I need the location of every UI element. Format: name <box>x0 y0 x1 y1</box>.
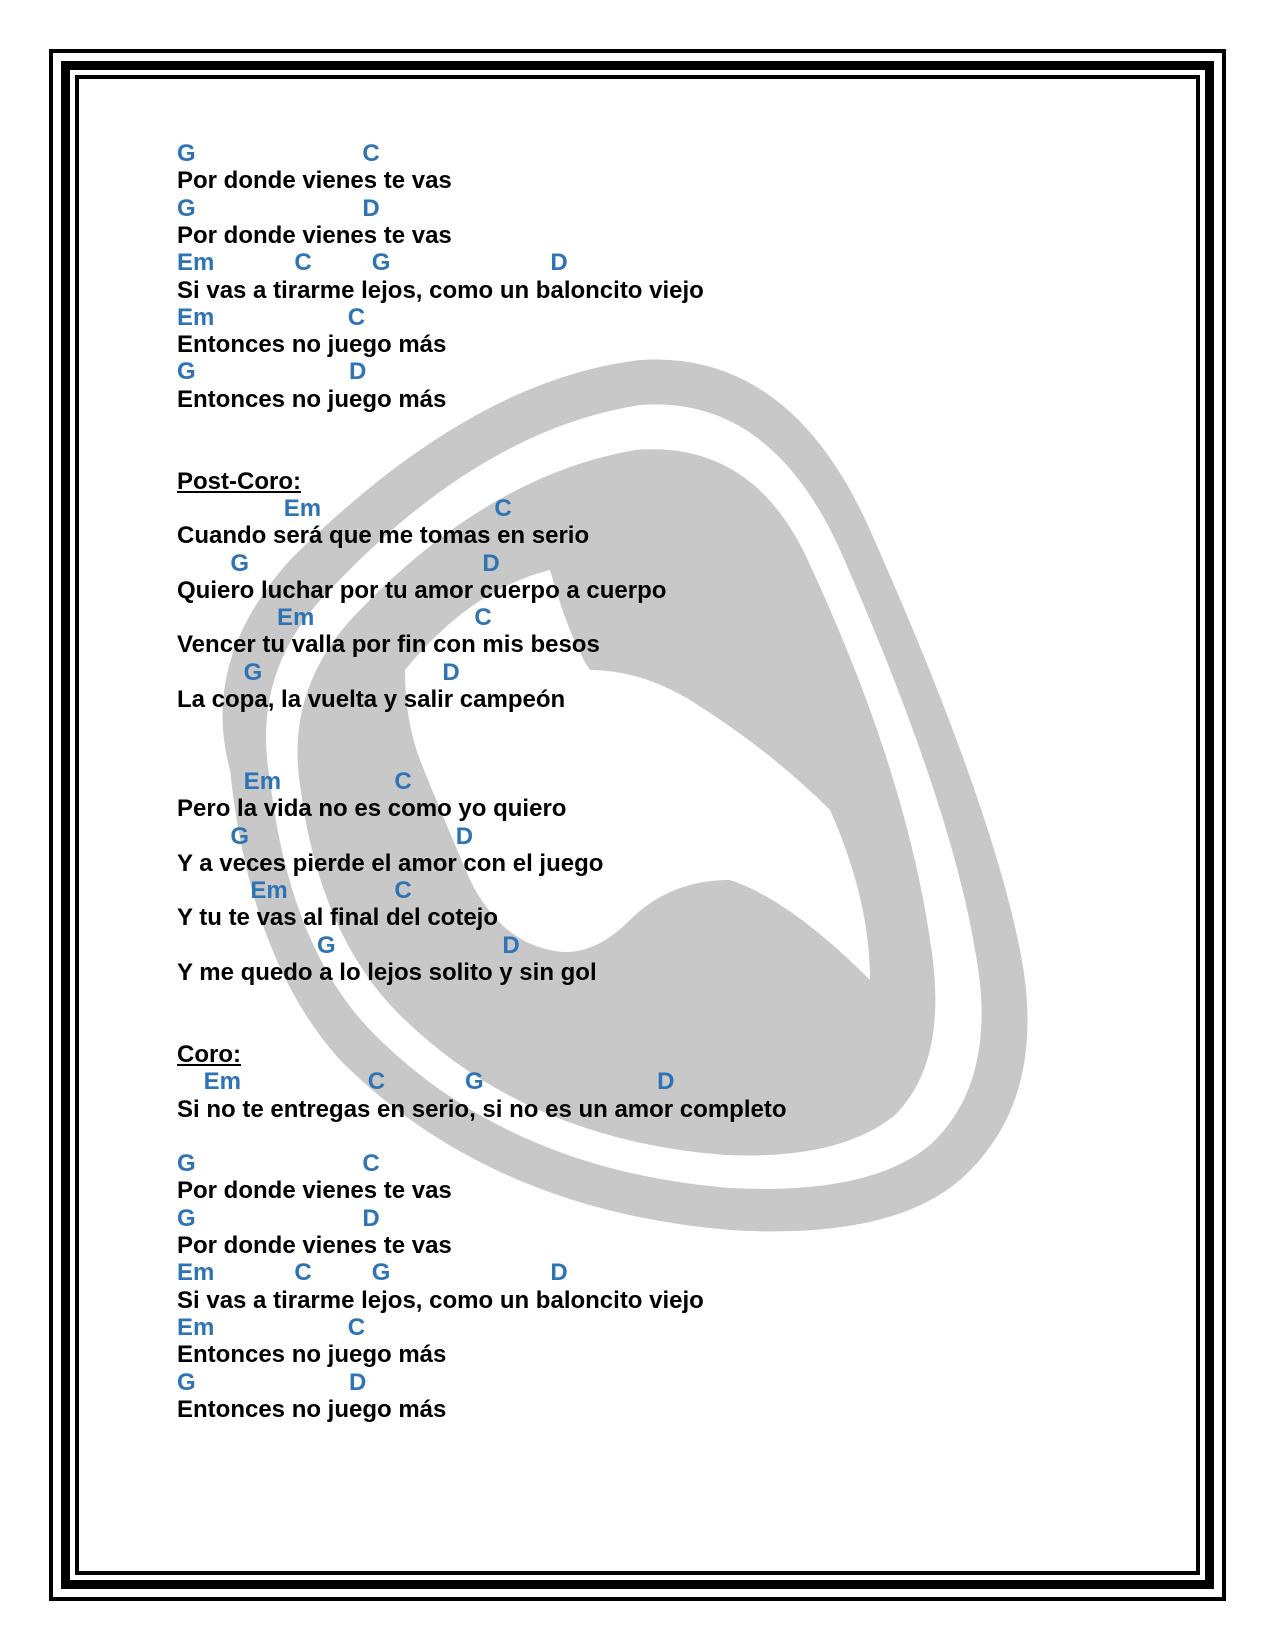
lyric-line: Pero la vida no es como yo quiero <box>177 795 567 823</box>
chord-line: G D <box>177 931 520 959</box>
lyric-line: Entonces no juego más <box>177 385 447 413</box>
lyric-line: La copa, la vuelta y salir campeón <box>177 686 566 713</box>
chord-line: Em C <box>177 604 492 632</box>
lyric-line: Entonces no juego más <box>177 1341 447 1369</box>
lyric-line: Y tu te vas al final del cotejo <box>177 904 498 932</box>
chord-line: Em C <box>177 303 366 331</box>
chord-line: Em C <box>177 767 412 795</box>
chord-line: G D <box>177 194 380 222</box>
section-heading: Coro: <box>177 1040 241 1068</box>
lyric-line: Si vas a tirarme lejos, como un baloncito viejo <box>177 276 704 304</box>
chord-line: G D <box>177 358 367 386</box>
chord-line: G D <box>177 1368 367 1396</box>
lyric-line: Y a veces pierde el amor con el juego <box>177 849 604 877</box>
chord-line: Em C G D <box>177 1259 568 1287</box>
chord-line: G D <box>177 1204 380 1232</box>
chord-line: G D <box>177 549 500 577</box>
lyric-line: Vencer tu valla por fin con mis besos <box>177 631 600 659</box>
chord-line: G C <box>177 140 380 167</box>
chord-line: G D <box>177 822 474 850</box>
lyric-line: Cuando será que me tomas en serio <box>177 522 590 550</box>
section-heading: Post-Coro: <box>177 467 301 495</box>
chord-line: Em C <box>177 494 512 522</box>
lyric-line: Si vas a tirarme lejos, como un baloncito viejo <box>177 1286 704 1314</box>
chord-line: G C <box>177 1150 380 1178</box>
lyric-line: Entonces no juego más <box>177 1395 447 1423</box>
lyric-line: Quiero luchar por tu amor cuerpo a cuerpo <box>177 576 667 604</box>
chord-line: Em C G D <box>177 249 568 277</box>
lyric-line: Entonces no juego más <box>177 331 447 359</box>
lyric-line: Si no te entregas en serio, si no es un amor completo <box>177 1095 787 1123</box>
lyric-line: Por donde vienes te vas <box>177 167 452 195</box>
chord-line: Em C <box>177 877 412 905</box>
lyric-line: Por donde vienes te vas <box>177 1232 452 1259</box>
lyric-line: Por donde vienes te vas <box>177 1177 452 1205</box>
chord-line: Em C G D <box>177 1068 675 1096</box>
chord-line: Em C <box>177 1313 366 1341</box>
lyric-line: Y me quedo a lo lejos solito y sin gol <box>177 959 597 986</box>
chord-line: G D <box>177 658 460 686</box>
lyric-line: Por donde vienes te vas <box>177 221 452 249</box>
